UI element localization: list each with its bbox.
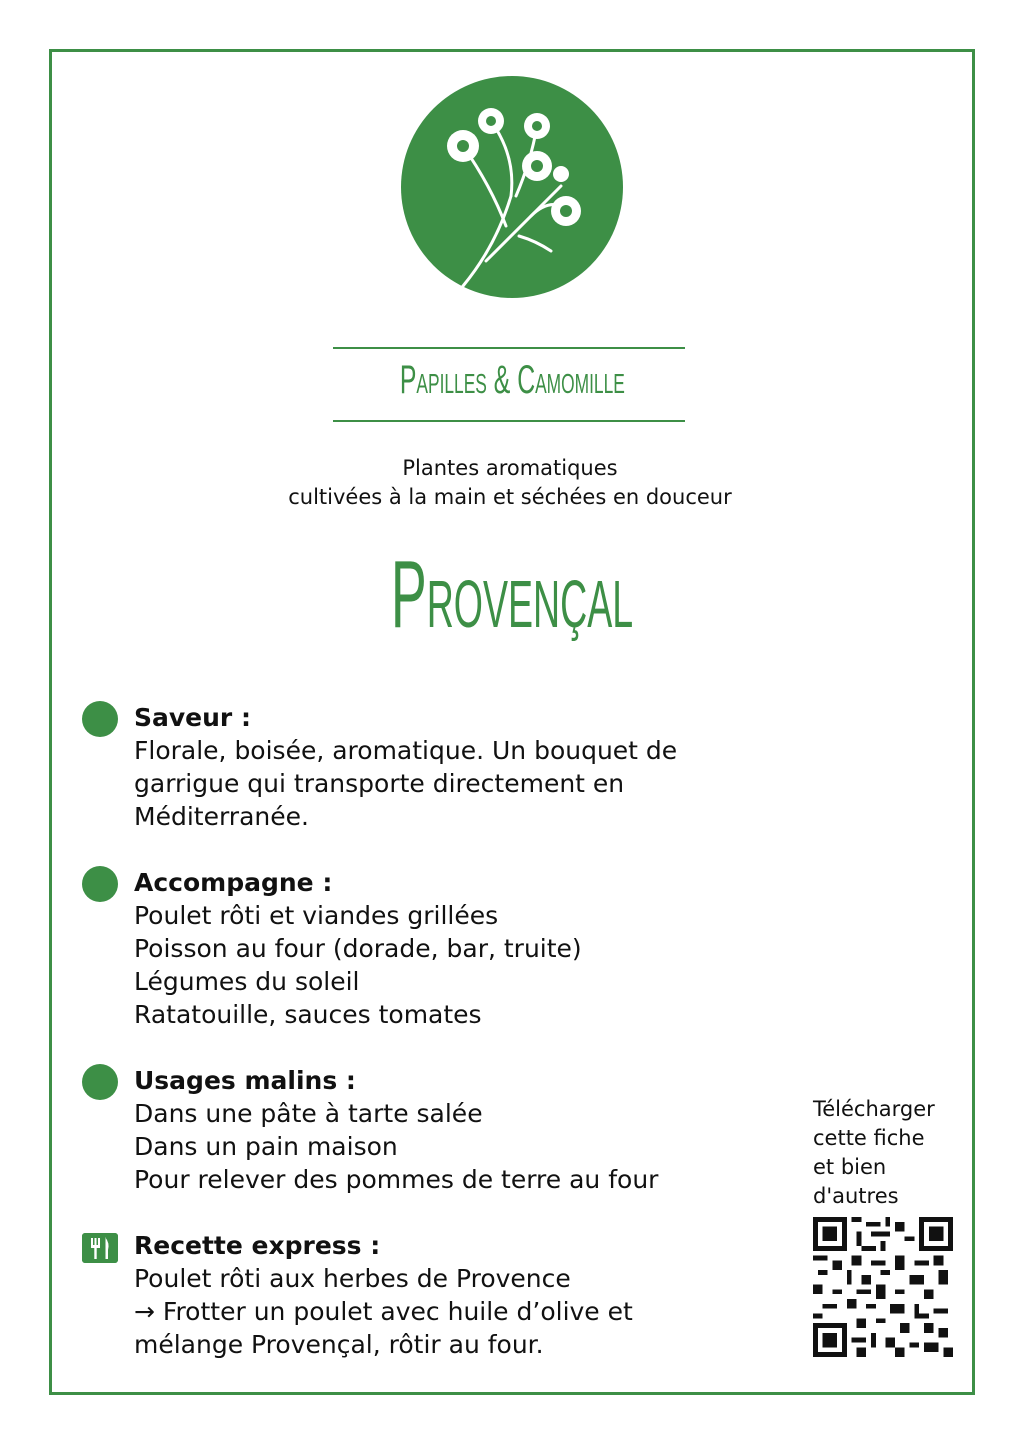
tagline-line-1: Plantes aromatiques — [402, 456, 618, 480]
section-line: Poisson au four (dorade, bar, truite) — [134, 934, 582, 963]
chamomile-logo-icon — [401, 76, 623, 298]
section-title: Recette express : — [134, 1231, 381, 1260]
section-line: Ratatouille, sauces tomates — [134, 1000, 482, 1029]
section-line: Légumes du soleil — [134, 967, 360, 996]
section-line: mélange Provençal, rôtir au four. — [134, 1330, 544, 1359]
bullet-dot-icon — [82, 1064, 118, 1100]
download-line: d'autres — [813, 1184, 899, 1208]
section-body — [134, 1097, 774, 1196]
download-line: cette fiche — [813, 1126, 925, 1150]
section-line: Dans un pain maison — [134, 1132, 398, 1161]
download-line: Télécharger — [813, 1097, 935, 1121]
section-line: Florale, boisée, aromatique. Un bouquet de — [134, 736, 678, 765]
section-line: Poulet rôti aux herbes de Provence — [134, 1264, 571, 1293]
section-line: Méditerranée. — [134, 802, 309, 831]
product-title: Provençal — [390, 541, 634, 648]
section-title: Saveur : — [134, 703, 251, 732]
section-line: Dans une pâte à tarte salée — [134, 1099, 483, 1128]
download-line: et bien — [813, 1155, 887, 1179]
bullet-dot-icon — [82, 701, 118, 737]
fork-knife-icon — [82, 1233, 118, 1263]
section-title: Accompagne : — [134, 868, 333, 897]
tagline — [150, 454, 870, 512]
brand-name: Papilles & Camomille — [399, 358, 625, 402]
tagline-line-2: cultivées à la main et séchées en douceur — [288, 485, 732, 509]
section-body — [134, 734, 774, 833]
section-title: Usages malins : — [134, 1066, 356, 1095]
brand-top-rule — [333, 347, 685, 349]
qr-code-icon[interactable] — [813, 1217, 953, 1357]
section-body — [134, 1262, 774, 1361]
section-body — [134, 899, 774, 1031]
brand-bottom-rule — [333, 420, 685, 422]
section-line: Pour relever des pommes de terre au four — [134, 1165, 659, 1194]
section-line: → Frotter un poulet avec huile d’olive et — [134, 1297, 633, 1326]
section-line: garrigue qui transporte directement en — [134, 769, 625, 798]
download-caption — [813, 1095, 963, 1211]
section-line: Poulet rôti et viandes grillées — [134, 901, 499, 930]
bullet-dot-icon — [82, 866, 118, 902]
